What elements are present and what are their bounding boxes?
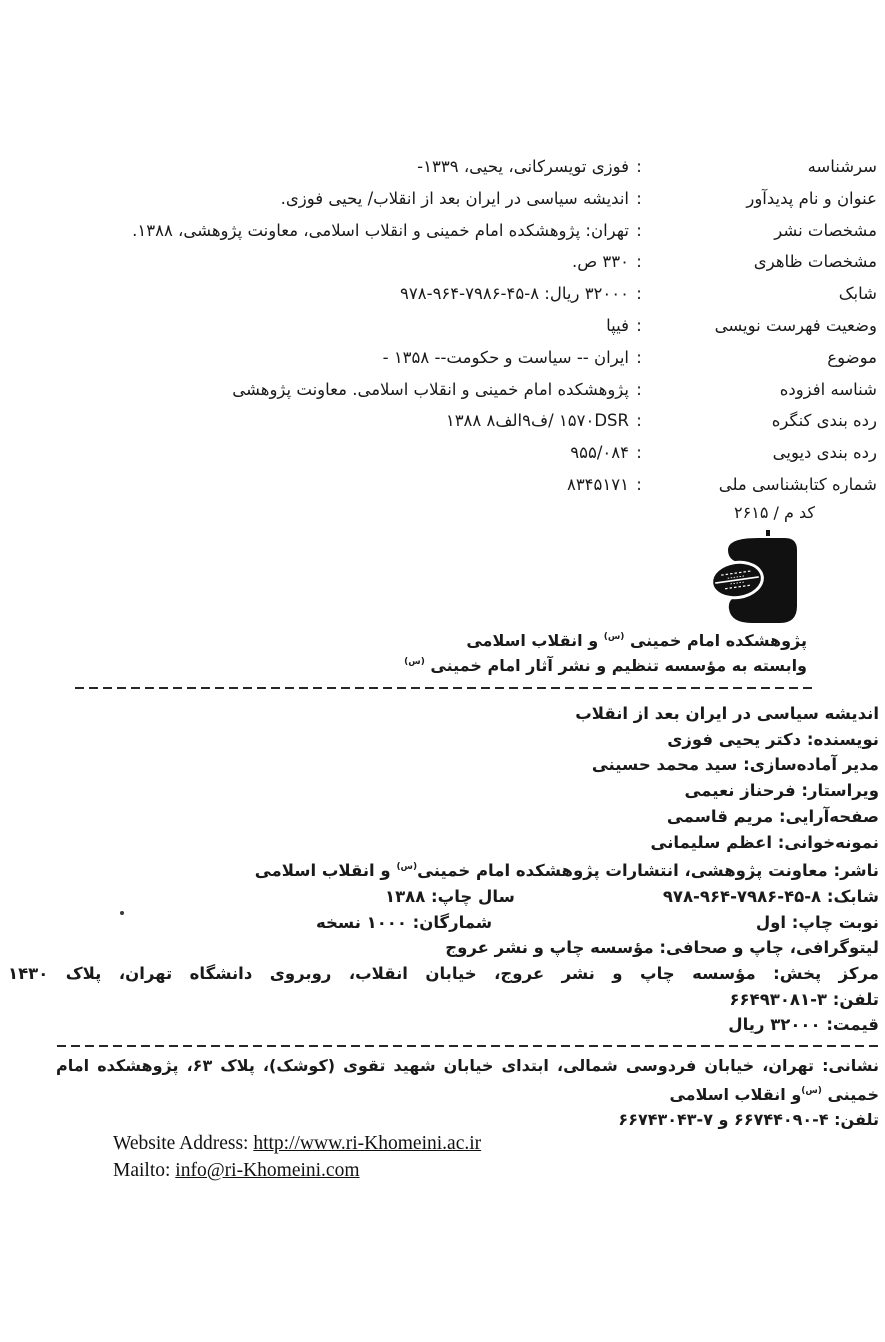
institute-seal-icon [700, 530, 820, 630]
cip-label: رده بندی دیویی [772, 443, 877, 463]
email-link[interactable]: info@ri-Khomeini.com [175, 1159, 360, 1181]
address-text: نشانی: تهران، خیابان فردوسی شمالی، ابتدای خیابان شهید تقوی (کوشک)، پلاک ۶۳، پژوهشکده امام خمینی [56, 1056, 879, 1104]
publisher-phone-line: تلفن: ۳-۶۶۴۹۳۰۸۱ [729, 989, 879, 1009]
cip-value: ۱۵۷۰DSR ‏/ف۹الف۸ ۱۳۸۸ [445, 411, 629, 431]
address-text-rest: و انقلاب اسلامی [669, 1084, 802, 1104]
honorific-mark: (س) [801, 1085, 822, 1096]
cip-row [132, 215, 877, 247]
publisher-text: ناشر: معاونت پژوهشی، انتشارات پژوهشکده امام خمینی [417, 861, 879, 881]
cip-colon: : [636, 315, 642, 335]
cip-label: شابک [838, 284, 877, 304]
cip-row [132, 246, 877, 278]
price-line: قیمت: ۳۲۰۰۰ ریال [728, 1015, 879, 1035]
website-line [113, 1131, 481, 1158]
isbn-year-row [8, 884, 879, 910]
cip-colon: : [636, 379, 642, 399]
contact-phone-line: تلفن: ۴-۶۶۷۴۴۰۹۰ و ۷-۶۶۷۴۳۰۴۳ [618, 1110, 879, 1129]
institute-name [404, 627, 807, 652]
cip-row [132, 342, 877, 374]
cip-row [132, 310, 877, 342]
institute-logo [700, 530, 820, 630]
cip-record [132, 151, 877, 501]
institute-name-rest: و انقلاب اسلامی [466, 631, 604, 650]
website-link[interactable]: http://www.ri-Khomeini.ac.ir [253, 1133, 482, 1154]
preparation-manager-line: مدیر آماده‌سازی: سید محمد حسینی [591, 755, 879, 775]
distribution-line: مرکز پخش: مؤسسه چاپ و نشر عروج، خیابان انقلاب، روبروی دانشگاه تهران، پلاک ۱۴۳۰ [8, 964, 879, 984]
website-label: Website Address: [113, 1133, 254, 1154]
cip-colon: : [636, 411, 642, 431]
institute-affiliation-text: وابسته به مؤسسه تنظیم و نشر آثار امام خمینی [424, 655, 807, 675]
cip-label: موضوع [827, 347, 877, 367]
cip-label: شماره کتابشناسی ملی [718, 474, 877, 494]
address-line [56, 1053, 879, 1107]
cip-value: فوزی تویسرکانی، یحیی، ۱۳۳۹- [417, 157, 629, 176]
cip-value: فیپا [606, 315, 629, 335]
author-line: نویسنده: دکتر یحیی فوزی [667, 729, 879, 749]
cip-value: ۹۵۵/۰۸۴ [570, 443, 629, 463]
edition-line: نوبت چاپ: اول [755, 912, 879, 932]
edition-copies-row [8, 910, 879, 936]
cip-colon: : [636, 188, 642, 208]
cip-label: مشخصات نشر [774, 220, 877, 240]
proofreading-line: نمونه‌خوانی: اعظم سلیمانی [650, 832, 879, 852]
cip-row [132, 183, 877, 215]
cip-value: تهران: پژوهشکده امام خمینی و انقلاب اسلامی، معاونت پژوهشی، ۱۳۸۸. [132, 220, 629, 240]
isbn-line: شابک: ‎۹۷۸-۹۶۴-۷۹۸۶-۴۵-۸ [662, 886, 879, 906]
cip-colon: : [636, 252, 642, 272]
lithography-line: لیتوگرافی، چاپ و صحافی: مؤسسه چاپ و نشر عروج [445, 938, 879, 958]
cip-row [132, 278, 877, 310]
institute-affiliation [404, 652, 807, 677]
cip-colon: : [636, 220, 642, 240]
cip-label: عنوان و نام پدیدآور [746, 188, 877, 208]
internal-code: کد م / ۲۶۱۵ [734, 503, 815, 522]
institute-name-text: پژوهشکده امام خمینی [624, 631, 807, 650]
cip-row [132, 437, 877, 469]
cip-row [132, 151, 877, 183]
cip-value: ۳۲۰۰۰ ریال: ‎۹۷۸-۹۶۴-۷۹۸۶-۴۵-۸ [400, 284, 629, 304]
honorific-mark: (س) [404, 656, 425, 667]
honorific-mark: (س) [603, 632, 625, 642]
institute-block [404, 627, 807, 676]
footer-address-block [56, 1053, 879, 1133]
cip-label: شناسه افزوده [779, 379, 877, 399]
cip-colon: : [636, 474, 642, 494]
cip-colon: : [636, 157, 642, 176]
divider-dashed [75, 687, 812, 689]
cip-colon: : [636, 443, 642, 463]
cip-label: سرشناسه [807, 157, 877, 176]
cip-colon: : [636, 347, 642, 367]
contact-english-block [113, 1131, 481, 1184]
cip-colon: : [636, 284, 642, 304]
cip-value: اندیشه سیاسی در ایران بعد از انقلاب/ یحیی فوزی. [280, 188, 629, 208]
cip-value: ۳۳۰ ص. [571, 252, 629, 272]
publisher-text-rest: و انقلاب اسلامی [254, 861, 397, 881]
mailto-line [113, 1158, 481, 1185]
cip-label: مشخصات ظاهری [753, 252, 877, 272]
honorific-mark: (س) [396, 862, 418, 873]
cip-label: وضعیت فهرست نویسی [714, 315, 877, 335]
cip-label: رده بندی کنگره [771, 411, 877, 431]
book-title: اندیشه سیاسی در ایران بعد از انقلاب [575, 704, 879, 723]
print-year-line: سال چاپ: ۱۳۸۸ [385, 886, 515, 906]
cip-row [132, 374, 877, 406]
cip-value: ایران -- سیاست و حکومت-- ۱۳۵۸ - [382, 347, 629, 367]
colophon-block [8, 701, 879, 1038]
mailto-label: Mailto: [113, 1159, 176, 1181]
cip-value: پژوهشکده امام خمینی و انقلاب اسلامی. معاونت پژوهشی [232, 379, 629, 399]
cip-row [132, 469, 877, 501]
divider-dashed [57, 1045, 883, 1047]
cip-value: ۸۳۴۵۱۷۱ [566, 474, 629, 494]
scan-artifact-dot [120, 911, 124, 915]
copies-line: شمارگان: ۱۰۰۰ نسخه [316, 912, 493, 932]
cip-row [132, 405, 877, 437]
editor-line: ویراستار: فرحناز نعیمی [684, 781, 879, 801]
page-layout-line: صفحه‌آرایی: مریم قاسمی [666, 806, 879, 826]
publisher-line [8, 855, 879, 884]
